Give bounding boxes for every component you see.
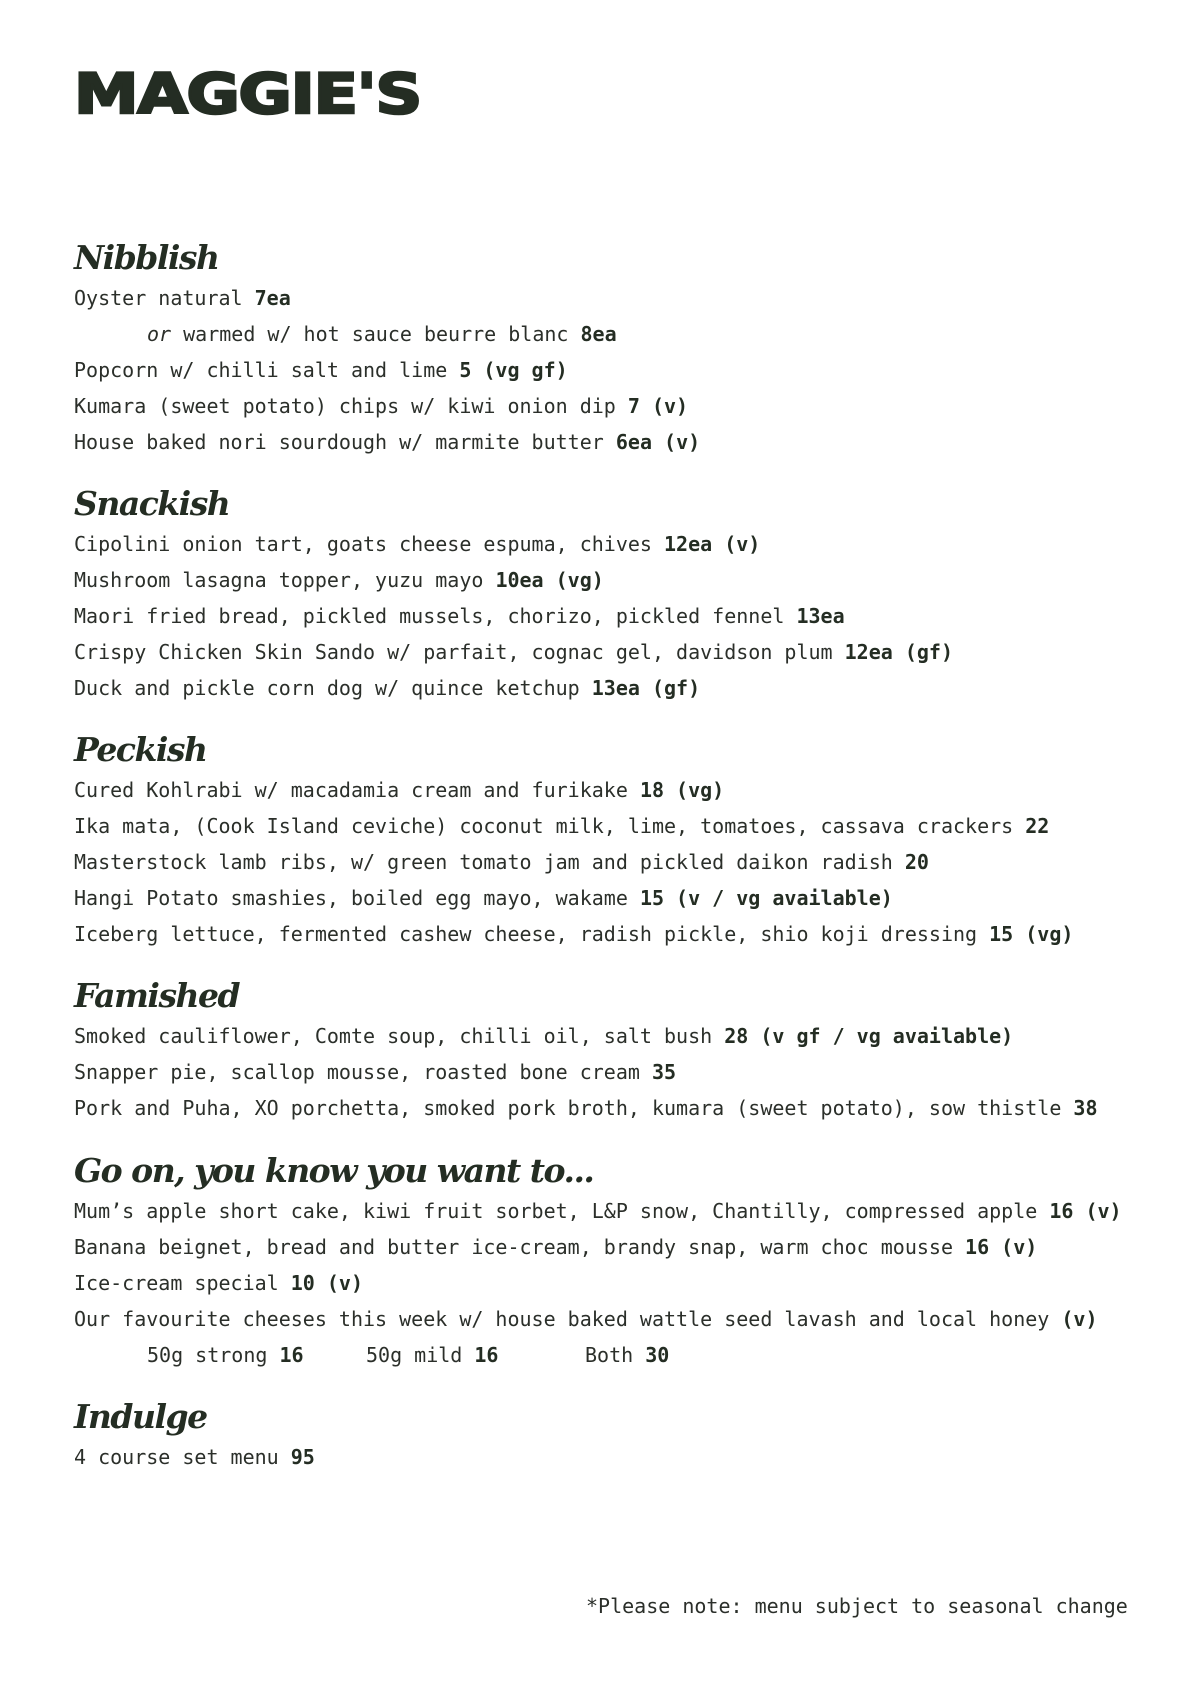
item-price: 16 (v) bbox=[1049, 1199, 1122, 1223]
item-name: Pork and Puha, XO porchetta, smoked pork broth, kumara (sweet potato), sow thistle bbox=[74, 1096, 1074, 1120]
item-name: Banana beignet, bread and butter ice-cream, brandy snap, warm choc mousse bbox=[74, 1235, 966, 1259]
section-heading: Famished bbox=[74, 976, 240, 1015]
menu-item bbox=[74, 844, 1073, 880]
item-price: 28 (v gf / vg available) bbox=[724, 1024, 1014, 1048]
section-nibblish bbox=[74, 236, 700, 460]
item-price: 13ea (gf) bbox=[591, 676, 701, 700]
menu-item bbox=[74, 352, 700, 388]
section-heading: Go on, you know you want to... bbox=[74, 1151, 594, 1190]
item-name: Hangi Potato smashies, boiled egg mayo, wakame bbox=[74, 886, 640, 910]
item-price: 95 bbox=[290, 1445, 315, 1469]
menu-item bbox=[74, 1193, 1122, 1229]
option-price: 30 bbox=[645, 1343, 670, 1367]
menu-item bbox=[74, 670, 953, 706]
item-name: Masterstock lamb ribs, w/ green tomato jam and pickled daikon radish bbox=[74, 850, 905, 874]
item-name: Cipolini onion tart, goats cheese espuma, chives bbox=[74, 532, 665, 556]
menu-item bbox=[74, 1439, 315, 1475]
option-label: Both bbox=[585, 1343, 646, 1367]
cheese-option-both bbox=[585, 1337, 669, 1373]
section-famished bbox=[74, 974, 1098, 1126]
item-name: Duck and pickle corn dog w/ quince ketchup bbox=[74, 676, 592, 700]
item-name: Kumara (sweet potato) chips w/ kiwi onion dip bbox=[74, 394, 628, 418]
menu-item bbox=[74, 880, 1073, 916]
cheese-option-strong bbox=[147, 1337, 366, 1373]
item-name: Cured Kohlrabi w/ macadamia cream and furikake bbox=[74, 778, 640, 802]
section-heading: Peckish bbox=[74, 730, 207, 769]
item-price: 8ea bbox=[580, 322, 617, 346]
menu-item bbox=[74, 562, 953, 598]
item-price: 20 bbox=[904, 850, 929, 874]
restaurant-name: MAGGIE'S bbox=[74, 62, 422, 126]
menu-item bbox=[74, 772, 1073, 808]
option-label: 50g strong bbox=[147, 1343, 280, 1367]
item-name: Snapper pie, scallop mousse, roasted bone cream bbox=[74, 1060, 652, 1084]
item-price: 10 (v) bbox=[290, 1271, 363, 1295]
section-heading: Nibblish bbox=[74, 238, 219, 277]
menu-item bbox=[74, 526, 953, 562]
menu-item bbox=[74, 808, 1073, 844]
item-price: 16 (v) bbox=[965, 1235, 1038, 1259]
item-name: Iceberg lettuce, fermented cashew cheese, radish pickle, shio koji dressing bbox=[74, 922, 990, 946]
section-heading: Snackish bbox=[74, 484, 230, 523]
menu-item bbox=[74, 634, 953, 670]
section-heading: Indulge bbox=[74, 1397, 207, 1436]
item-price: 10ea (vg) bbox=[495, 568, 604, 592]
menu-item bbox=[74, 916, 1073, 952]
section-peckish bbox=[74, 728, 1073, 952]
menu-item bbox=[74, 316, 700, 352]
item-name: Oyster natural bbox=[74, 286, 255, 310]
menu-item bbox=[74, 1301, 1122, 1337]
item-price: 15 (v / vg available) bbox=[639, 886, 893, 910]
item-name: House baked nori sourdough w/ marmite butter bbox=[74, 430, 616, 454]
item-price: 13ea bbox=[796, 604, 845, 628]
cheese-options bbox=[74, 1337, 1122, 1373]
item-name: 4 course set menu bbox=[74, 1445, 291, 1469]
item-name: Smoked cauliflower, Comte soup, chilli oil, salt bush bbox=[74, 1024, 725, 1048]
cheese-option-mild bbox=[366, 1337, 585, 1373]
menu-item bbox=[74, 1229, 1122, 1265]
item-name: Popcorn w/ chilli salt and lime bbox=[74, 358, 460, 382]
item-price: 7ea bbox=[254, 286, 291, 310]
item-price: 35 bbox=[651, 1060, 677, 1084]
item-name: Mushroom lasagna topper, yuzu mayo bbox=[74, 568, 496, 592]
menu-item bbox=[74, 424, 700, 460]
item-name: Mum’s apple short cake, kiwi fruit sorbet, L&P snow, Chantilly, compressed apple bbox=[74, 1199, 1050, 1223]
item-price: 12ea (gf) bbox=[844, 640, 953, 664]
item-price: 7 (v) bbox=[627, 394, 689, 418]
item-price: 12ea (v) bbox=[664, 532, 761, 556]
menu-item bbox=[74, 1265, 1122, 1301]
menu-item bbox=[74, 1090, 1098, 1126]
section-indulge bbox=[74, 1395, 315, 1475]
option-price: 16 bbox=[474, 1343, 499, 1367]
menu-item bbox=[74, 1054, 1098, 1090]
item-name: Ice-cream special bbox=[74, 1271, 291, 1295]
item-price: 38 bbox=[1073, 1096, 1098, 1120]
item-prefix: or bbox=[147, 322, 172, 346]
item-price: 5 (vg gf) bbox=[459, 358, 568, 382]
item-price: 6ea (v) bbox=[615, 430, 701, 454]
item-price: 22 bbox=[1025, 814, 1050, 838]
footer-note: *Please note: menu subject to seasonal change bbox=[586, 1594, 1128, 1618]
section-snackish bbox=[74, 482, 953, 706]
item-name: Our favourite cheeses this week w/ house baked wattle seed lavash and local honey bbox=[74, 1307, 1062, 1331]
menu-item bbox=[74, 280, 700, 316]
menu-item bbox=[74, 598, 953, 634]
menu-item bbox=[74, 388, 700, 424]
option-price: 16 bbox=[279, 1343, 304, 1367]
item-price: (v) bbox=[1061, 1307, 1098, 1331]
item-price: 18 (vg) bbox=[639, 778, 725, 802]
item-price: 15 (vg) bbox=[989, 922, 1074, 946]
item-name: Crispy Chicken Skin Sando w/ parfait, cognac gel, davidson plum bbox=[74, 640, 845, 664]
menu-item bbox=[74, 1018, 1098, 1054]
item-name: warmed w/ hot sauce beurre blanc bbox=[171, 322, 581, 346]
item-name: Maori fried bread, pickled mussels, chorizo, pickled fennel bbox=[74, 604, 797, 628]
section-desserts bbox=[74, 1149, 1122, 1373]
option-label: 50g mild bbox=[366, 1343, 475, 1367]
item-name: Ika mata, (Cook Island ceviche) coconut milk, lime, tomatoes, cassava crackers bbox=[74, 814, 1026, 838]
